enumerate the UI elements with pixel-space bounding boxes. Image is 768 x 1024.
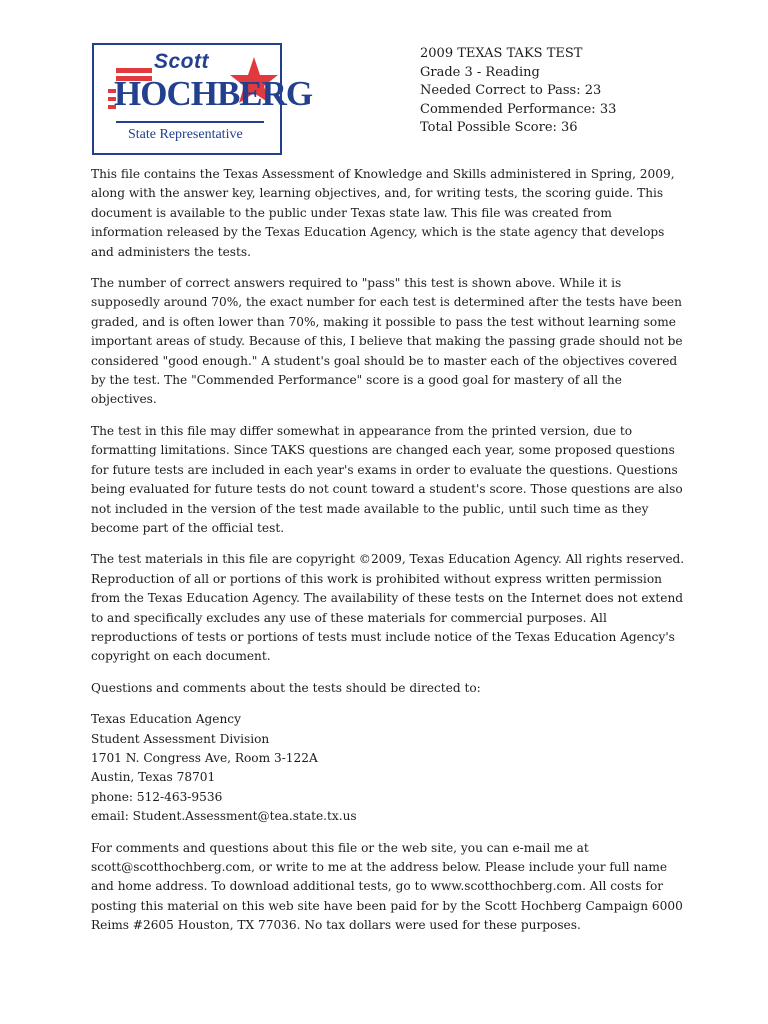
logo-stripe <box>116 68 152 73</box>
needed-to-pass: Needed Correct to Pass: 23 <box>420 83 602 98</box>
address-line: Texas Education Agency <box>91 712 241 727</box>
address-line: Austin, Texas 78701 <box>91 770 216 785</box>
document-body <box>91 165 685 948</box>
paragraph-intro: This file contains the Texas Assessment of Knowledge and Skills administered in Spring, 2009, along with the answer key, learning objectives, and, for writing tests, the scoring guide. This document is available to the public under Texas state law. This file was created from information released by the Texas Education Agency, which is the state agency that develops and administers the tests. <box>91 167 675 259</box>
address-line: Student Assessment Division <box>91 731 270 746</box>
address-line: 1701 N. Congress Ave, Room 3-122A <box>91 750 318 765</box>
test-header <box>420 45 616 138</box>
logo-last-name: HOCHBERG <box>114 74 313 113</box>
total-possible-score: Total Possible Score: 36 <box>420 120 578 135</box>
logo-first-name: Scott <box>154 50 209 73</box>
paragraph-closing: For comments and questions about this file or the web site, you can e-mail me at scott@scotthochberg.com, or write to me at the address below. Please include your full name and home address. To download additional tests, go to www.scotthochberg.com. All costs for posting this material on this web site have been paid for by the Scott Hochberg Campaign 6000 Reims #2605 Houston, TX 77036. No tax dollars were used for these purposes. <box>91 840 683 933</box>
test-grade: Grade 3 - Reading <box>420 64 540 80</box>
paragraph-passing: The number of correct answers required to "pass" this test is shown above. While it is supposedly around 70%, the exact number for each test is determined after the tests have been graded, and is often lower than 70%, making it possible to pass the test without learning some important areas of study. Because of this, I believe that making the passing grade should not be considered "good enough." A student's goal should be to master each of the objectives covered by the test. The "Commended Performance" score is a good goal for mastery of all the objectives. <box>91 276 683 407</box>
paragraph-questions: Questions and comments about the tests should be directed to: <box>91 680 481 695</box>
paragraph-copyright: The test materials in this file are copyright ©2009, Texas Education Agency. All rights reserved. Reproduction of all or portions of this work is prohibited without express written permission from the Texas Education Agency. The availability of these tests on the Internet does not extend to and specifically excludes any use of these materials for commercial purposes. All reproductions of tests or portions of tests must include notice of the Texas Education Agency's copyright on each document. <box>91 552 685 664</box>
paragraph-formatting: The test in this file may differ somewhat in appearance from the printed version, due to formatting limitations. Since TAKS questions are changed each year, some proposed questions for future tests are included in each year's exams in order to evaluate the questions. Questions being evaluated for future tests do not count toward a student's score. Those questions are also not included in the version of the test made available to the public, until such time as they become part of the official test. <box>91 423 683 535</box>
test-title: 2009 TEXAS TAKS TEST <box>420 46 583 61</box>
tea-address <box>91 710 685 826</box>
campaign-logo <box>92 43 313 155</box>
address-email: email: Student.Assessment@tea.state.tx.us <box>91 809 357 824</box>
address-phone: phone: 512-463-9536 <box>91 789 223 804</box>
logo-subtitle: State Representative <box>128 127 243 142</box>
commended-performance: Commended Performance: 33 <box>420 101 617 117</box>
logo-rule <box>116 121 264 123</box>
